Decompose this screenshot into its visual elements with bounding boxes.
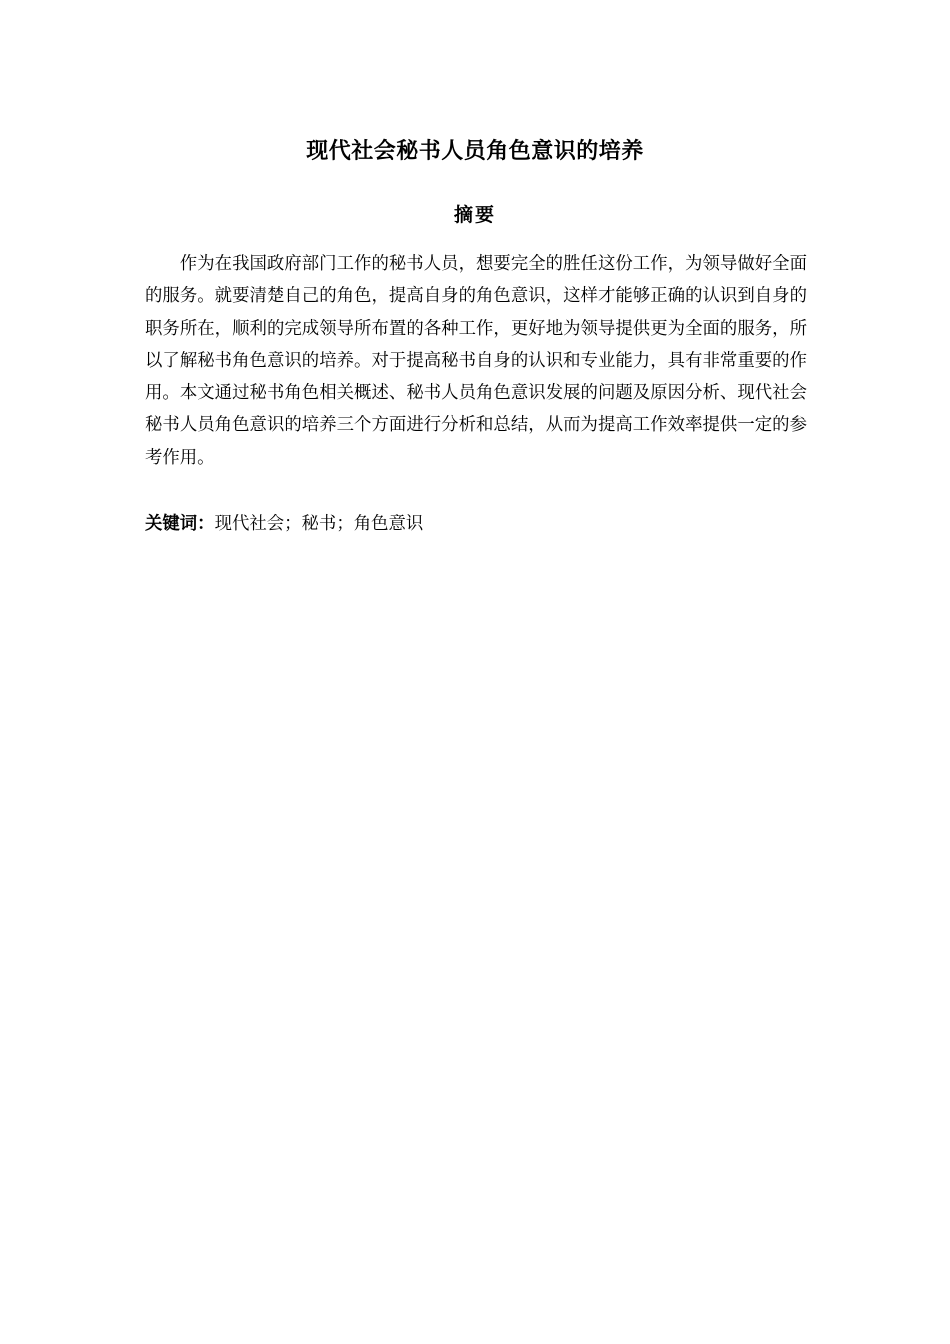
keywords-value: 现代社会；秘书；角色意识 — [214, 514, 424, 534]
abstract-heading: 摘要 — [453, 204, 496, 226]
keywords-line — [145, 508, 807, 540]
abstract-paragraph: 作为在我国政府部门工作的秘书人员，想要完全的胜任这份工作，为领导做好全面的服务。就要清楚自己的角色，提高自身的角色意识，这样才能够正确的认识到自身的职务所在，顺利的完成领导所布置的各种工作，更好地为领导提供更为全面的服务，所以了解秘书角色意识的培养。对于提高秘书自身的认识和专业能力，具有非常重要的作用。本文通过秘书角色相关概述、秘书人员角色意识发展的问题及原因分析、现代社会秘书人员角色意识的培养三个方面进行分析和总结，从而为提高工作效率提供一定的参考作用。 — [145, 254, 807, 468]
keywords-label: 关键词： — [145, 514, 215, 534]
document-title: 现代社会秘书人员角色意识的培养 — [306, 139, 644, 164]
